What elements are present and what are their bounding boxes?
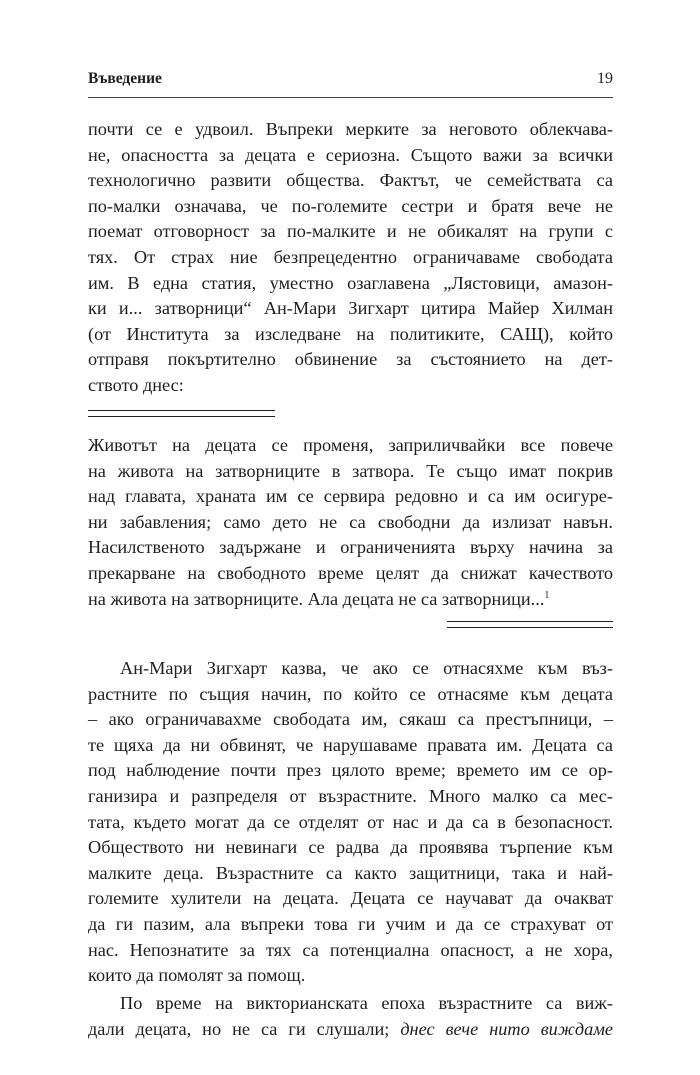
text-line: ганизира и разпределя от възрастните. Много малко са мес- — [88, 785, 613, 806]
text-line: не, опасността за децата е сериозна. Същото важи за всички — [88, 144, 613, 165]
paragraph-3 — [88, 991, 613, 1042]
chapter-title: Въведение — [88, 70, 162, 87]
quote-last-line — [88, 587, 613, 613]
quote-line: на живота на затворниците в затвора. Те също имат покрив — [88, 460, 613, 481]
text-line: нас. Непознатите за тях са потенциална опасност, а не хора, — [88, 939, 613, 960]
text-line: растните по същия начин, по който се отнасяме към децата — [88, 683, 613, 704]
text-line: Обществото ни невинаги се радва да проявява търпение към — [88, 837, 613, 858]
text-line: технологично развити общества. Фактът, че семействата са — [88, 170, 613, 191]
text-line: почти се е удвоил. Въпреки мерките за неговото облекчава- — [88, 119, 613, 139]
text-line: поемат отговорност за по-малките и не обикалят на групи с — [88, 221, 613, 242]
text-line: тата, където могат да се отделят от нас и да са в безопасност. — [88, 811, 613, 832]
text-line: малките деца. Възрастните са както защитници, така и най- — [88, 862, 613, 883]
running-head — [88, 70, 613, 94]
quote-line: прекарване на свободното време целят да снижат качеството — [88, 562, 613, 583]
page-number: 19 — [597, 70, 613, 87]
text-line: им. В една статия, уместно озаглавена „Лястовици, амазон- — [88, 272, 613, 293]
footnote-marker: 1 — [544, 589, 550, 601]
text-line: по-малки означава, че по-големите сестри и братя вече не — [88, 195, 613, 216]
text-line: големите хулители на децата. Децата се научават да очакват — [88, 888, 613, 909]
text-line: да ги пазим, ала въпреки това ги учим и да се страхуват от — [88, 913, 613, 934]
quote-line: ни забавления; само дето не са свободни да излизат навън. — [88, 511, 613, 532]
text-line: ството днес: — [88, 374, 184, 395]
text-line — [88, 1017, 613, 1043]
quote-text: на живота на затворниците. Ала децата не са затворници... — [88, 588, 545, 609]
text-line: (от Института за изследване на политиките, САЩ), който — [88, 323, 613, 344]
text-line: Ан-Мари Зигхарт казва, че ако се отнасяхме към въз- — [120, 658, 613, 678]
text-line: ки и... затворници“ Ан-Мари Зигхарт цитира Майер Хилман — [88, 298, 613, 319]
text-line: които да помолят за помощ. — [88, 965, 306, 986]
paragraph-1 — [88, 117, 613, 399]
text-normal: дали децата, но не са ги слушали; — [88, 1018, 401, 1039]
text-line: тях. От страх ние безпрецедентно ограничаваме свободата — [88, 246, 613, 267]
quote-line: Насилственото задържане и ограниченията върху начина за — [88, 537, 613, 558]
quote-line: Животът на децата се променя, заприличвайки все повече — [88, 435, 613, 455]
text-line: те щяха да ни обвинят, че нарушаваме правата им. Децата са — [88, 734, 613, 755]
paragraph-2 — [88, 656, 613, 989]
text-line: – ако ограничавахме свободата им, сякаш са престъпници, – — [88, 709, 613, 730]
quote-bottom-rule — [447, 621, 613, 628]
text-line: По време на викторианската епоха възрастните са виж- — [120, 993, 613, 1013]
text-line: под наблюдение почти през цялото време; времето им се ор- — [88, 760, 613, 781]
header-rule — [88, 97, 613, 98]
text-line: отправя покъртително обвинение за състоянието на дет- — [88, 349, 613, 370]
quote-top-rule — [88, 410, 275, 417]
text-italic: днес вече нито виждаме — [400, 1018, 613, 1039]
quote-line: над главата, храната им се сервира редовно и са им осигуре- — [88, 486, 613, 507]
block-quote — [88, 433, 613, 612]
